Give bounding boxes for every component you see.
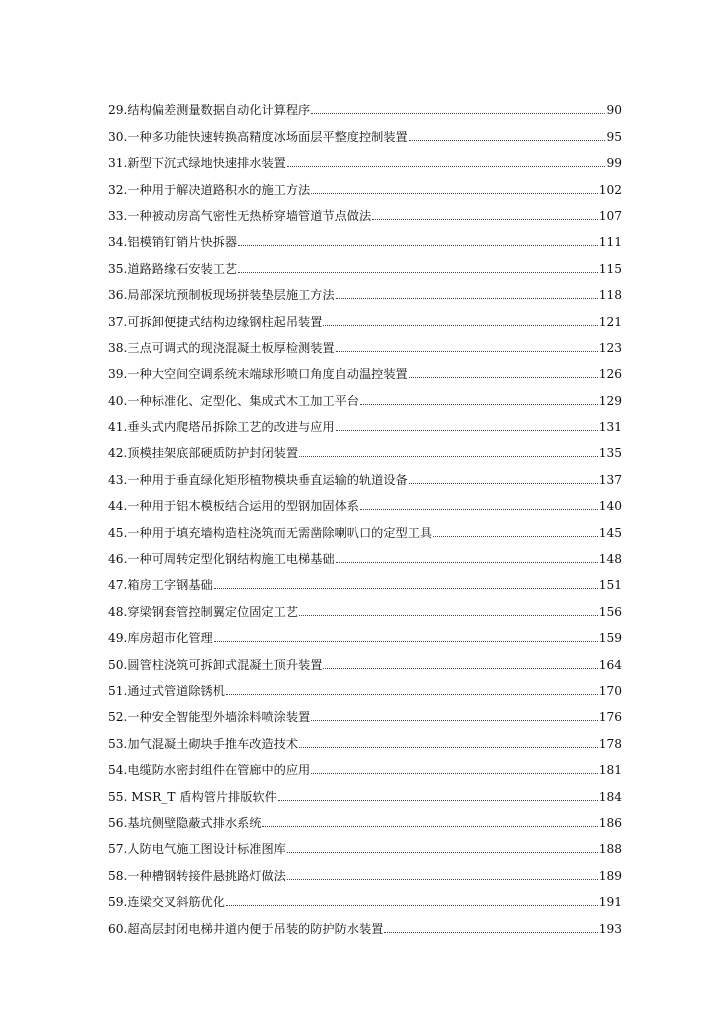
table-of-contents [108, 92, 622, 937]
toc-entry-title: 58.一种槽钢转接件悬挑路灯做法 [108, 868, 286, 883]
toc-entry-page-number: 191 [598, 895, 622, 910]
toc-entry[interactable] [108, 171, 622, 197]
toc-entry-page-number: 102 [598, 182, 622, 197]
toc-dot-leader [360, 509, 598, 510]
toc-entry-page-number: 135 [598, 446, 622, 461]
toc-entry-page-number: 145 [598, 525, 622, 540]
toc-dot-leader [299, 747, 598, 748]
toc-entry-page-number: 131 [598, 420, 622, 435]
toc-entry-title: 37.可拆卸便捷式结构边缘钢柱起吊装置 [108, 314, 323, 329]
toc-entry-page-number: 193 [598, 921, 622, 936]
toc-dot-leader [360, 404, 598, 405]
toc-dot-leader [262, 826, 597, 827]
toc-entry[interactable] [108, 118, 622, 144]
toc-entry-page-number: 181 [598, 763, 622, 778]
toc-entry-page-number: 95 [606, 129, 622, 144]
toc-entry-page-number: 129 [598, 393, 622, 408]
toc-dot-leader [372, 219, 598, 220]
toc-entry-title: 53.加气混凝土砌块手推车改造技术 [108, 736, 299, 751]
toc-entry[interactable] [108, 646, 622, 672]
toc-entry[interactable] [108, 198, 622, 224]
toc-entry[interactable] [108, 92, 622, 118]
toc-entry-page-number: 151 [598, 578, 622, 593]
toc-entry-title: 56.基坑侧壁隐蔽式排水系统 [108, 815, 262, 830]
toc-entry[interactable] [108, 303, 622, 329]
toc-entry-title: 38.三点可调式的现浇混凝土板厚检测装置 [108, 340, 335, 355]
toc-entry[interactable] [108, 910, 622, 936]
toc-dot-leader [311, 113, 605, 114]
toc-entry-title: 51.通过式管道除锈机 [108, 683, 225, 698]
toc-entry[interactable] [108, 250, 622, 276]
toc-entry-title: 45.一种用于填充墙构造柱浇筑而无需凿除喇叭口的定型工具 [108, 525, 433, 540]
toc-entry[interactable] [108, 831, 622, 857]
toc-entry-page-number: 186 [598, 815, 622, 830]
toc-entry[interactable] [108, 778, 622, 804]
toc-entry[interactable] [108, 277, 622, 303]
toc-dot-leader [336, 430, 598, 431]
toc-entry-title: 41.垂头式内爬塔吊拆除工艺的改进与应用 [108, 420, 335, 435]
toc-entry-title: 31.新型下沉式绿地快速排水装置 [108, 156, 286, 171]
toc-entry-title: 29.结构偏差测量数据自动化计算程序 [108, 103, 311, 118]
toc-entry[interactable] [108, 145, 622, 171]
toc-entry-title: 39.一种大空间空调系统末端球形喷口角度自动温控装置 [108, 367, 408, 382]
toc-dot-leader [409, 377, 598, 378]
toc-dot-leader [409, 483, 598, 484]
toc-entry-title: 54.电缆防水密封组件在管廊中的应用 [108, 763, 311, 778]
toc-entry-page-number: 159 [598, 631, 622, 646]
toc-dot-leader [336, 351, 598, 352]
toc-entry-page-number: 137 [598, 472, 622, 487]
toc-entry[interactable] [108, 752, 622, 778]
toc-entry-page-number: 90 [606, 103, 622, 118]
toc-dot-leader [287, 852, 598, 853]
toc-dot-leader [214, 588, 598, 589]
toc-entry-page-number: 176 [598, 710, 622, 725]
toc-dot-leader [311, 773, 598, 774]
toc-entry[interactable] [108, 699, 622, 725]
toc-entry[interactable] [108, 857, 622, 883]
toc-entry-title: 52.一种安全智能型外墙涂料喷涂装置 [108, 710, 311, 725]
toc-entry[interactable] [108, 884, 622, 910]
toc-entry[interactable] [108, 805, 622, 831]
toc-entry[interactable] [108, 567, 622, 593]
toc-entry-page-number: 189 [598, 868, 622, 883]
toc-entry-title: 50.圆管柱浇筑可拆卸式混凝土顶升装置 [108, 657, 323, 672]
toc-entry-page-number: 107 [598, 208, 622, 223]
toc-dot-leader [323, 668, 597, 669]
toc-entry[interactable] [108, 409, 622, 435]
toc-entry-page-number: 126 [598, 367, 622, 382]
toc-entry-page-number: 118 [598, 288, 622, 303]
toc-entry-page-number: 140 [598, 499, 622, 514]
toc-entry[interactable] [108, 514, 622, 540]
toc-entry[interactable] [108, 330, 622, 356]
toc-dot-leader [287, 879, 598, 880]
toc-dot-leader [299, 615, 598, 616]
toc-entry[interactable] [108, 593, 622, 619]
toc-entry-title: 42.顶模挂架底部硬质防护封闭装置 [108, 446, 299, 461]
toc-dot-leader [238, 245, 598, 246]
toc-entry-page-number: 111 [598, 235, 622, 250]
toc-dot-leader [226, 694, 598, 695]
toc-entry[interactable] [108, 435, 622, 461]
toc-entry-title: 33.一种被动房高气密性无热桥穿墙管道节点做法 [108, 208, 372, 223]
toc-entry-title: 48.穿梁钢套管控制翼定位固定工艺 [108, 604, 299, 619]
toc-entry-title: 30.一种多功能快速转换高精度冰场面层平整度控制装置 [108, 129, 408, 144]
toc-entry-page-number: 188 [598, 842, 622, 857]
toc-entry-page-number: 123 [598, 340, 622, 355]
toc-dot-leader [226, 905, 598, 906]
toc-entry-page-number: 148 [598, 552, 622, 567]
toc-entry-title: 36.局部深坑预制板现场拼装垫层施工方法 [108, 288, 335, 303]
toc-entry-title: 35.道路路缘石安装工艺 [108, 261, 238, 276]
toc-dot-leader [299, 456, 598, 457]
toc-dot-leader [409, 140, 606, 141]
toc-entry-page-number: 184 [598, 789, 622, 804]
toc-entry[interactable] [108, 382, 622, 408]
toc-entry-title: 57.人防电气施工图设计标准图库 [108, 842, 286, 857]
toc-entry[interactable] [108, 224, 622, 250]
toc-dot-leader [311, 720, 598, 721]
toc-entry-page-number: 170 [598, 683, 622, 698]
toc-entry[interactable] [108, 488, 622, 514]
toc-entry-page-number: 115 [598, 261, 622, 276]
toc-entry-page-number: 156 [598, 604, 622, 619]
toc-entry-title: 40.一种标准化、定型化、集成式木工加工平台 [108, 393, 359, 408]
toc-entry-title: 59.连梁交叉斜筋优化 [108, 895, 225, 910]
toc-dot-leader [433, 536, 598, 537]
toc-entry-page-number: 178 [598, 736, 622, 751]
toc-entry[interactable] [108, 725, 622, 751]
toc-entry-title: 46.一种可周转定型化钢结构施工电梯基础 [108, 552, 335, 567]
toc-entry-page-number: 99 [606, 156, 622, 171]
toc-entry-title: 49.库房超市化管理 [108, 631, 213, 646]
toc-entry[interactable] [108, 461, 622, 487]
toc-entry[interactable] [108, 541, 622, 567]
toc-entry-title: 34.铝模销钉销片快拆器 [108, 235, 238, 250]
toc-dot-leader [287, 166, 606, 167]
toc-dot-leader [336, 298, 598, 299]
toc-dot-leader [336, 562, 598, 563]
toc-entry-title: 55. MSR_T 盾构管片排版软件 [108, 789, 277, 804]
toc-dot-leader [384, 932, 597, 933]
toc-dot-leader [278, 800, 598, 801]
toc-entry-title: 47.箱房工字钢基础 [108, 578, 213, 593]
toc-dot-leader [311, 193, 598, 194]
toc-entry-title: 44.一种用于铝木模板结合运用的型钢加固体系 [108, 499, 359, 514]
toc-entry-title: 32.一种用于解决道路积水的施工方法 [108, 182, 311, 197]
toc-dot-leader [238, 272, 598, 273]
toc-dot-leader [214, 641, 598, 642]
toc-dot-leader [323, 325, 597, 326]
toc-entry-page-number: 164 [598, 657, 622, 672]
toc-entry-page-number: 121 [598, 314, 622, 329]
toc-entry-title: 43.一种用于垂直绿化矩形植物模块垂直运输的轨道设备 [108, 472, 408, 487]
toc-entry[interactable] [108, 673, 622, 699]
toc-entry[interactable] [108, 356, 622, 382]
toc-entry-title: 60.超高层封闭电梯井道内便于吊装的防护防水装置 [108, 921, 384, 936]
toc-entry[interactable] [108, 620, 622, 646]
